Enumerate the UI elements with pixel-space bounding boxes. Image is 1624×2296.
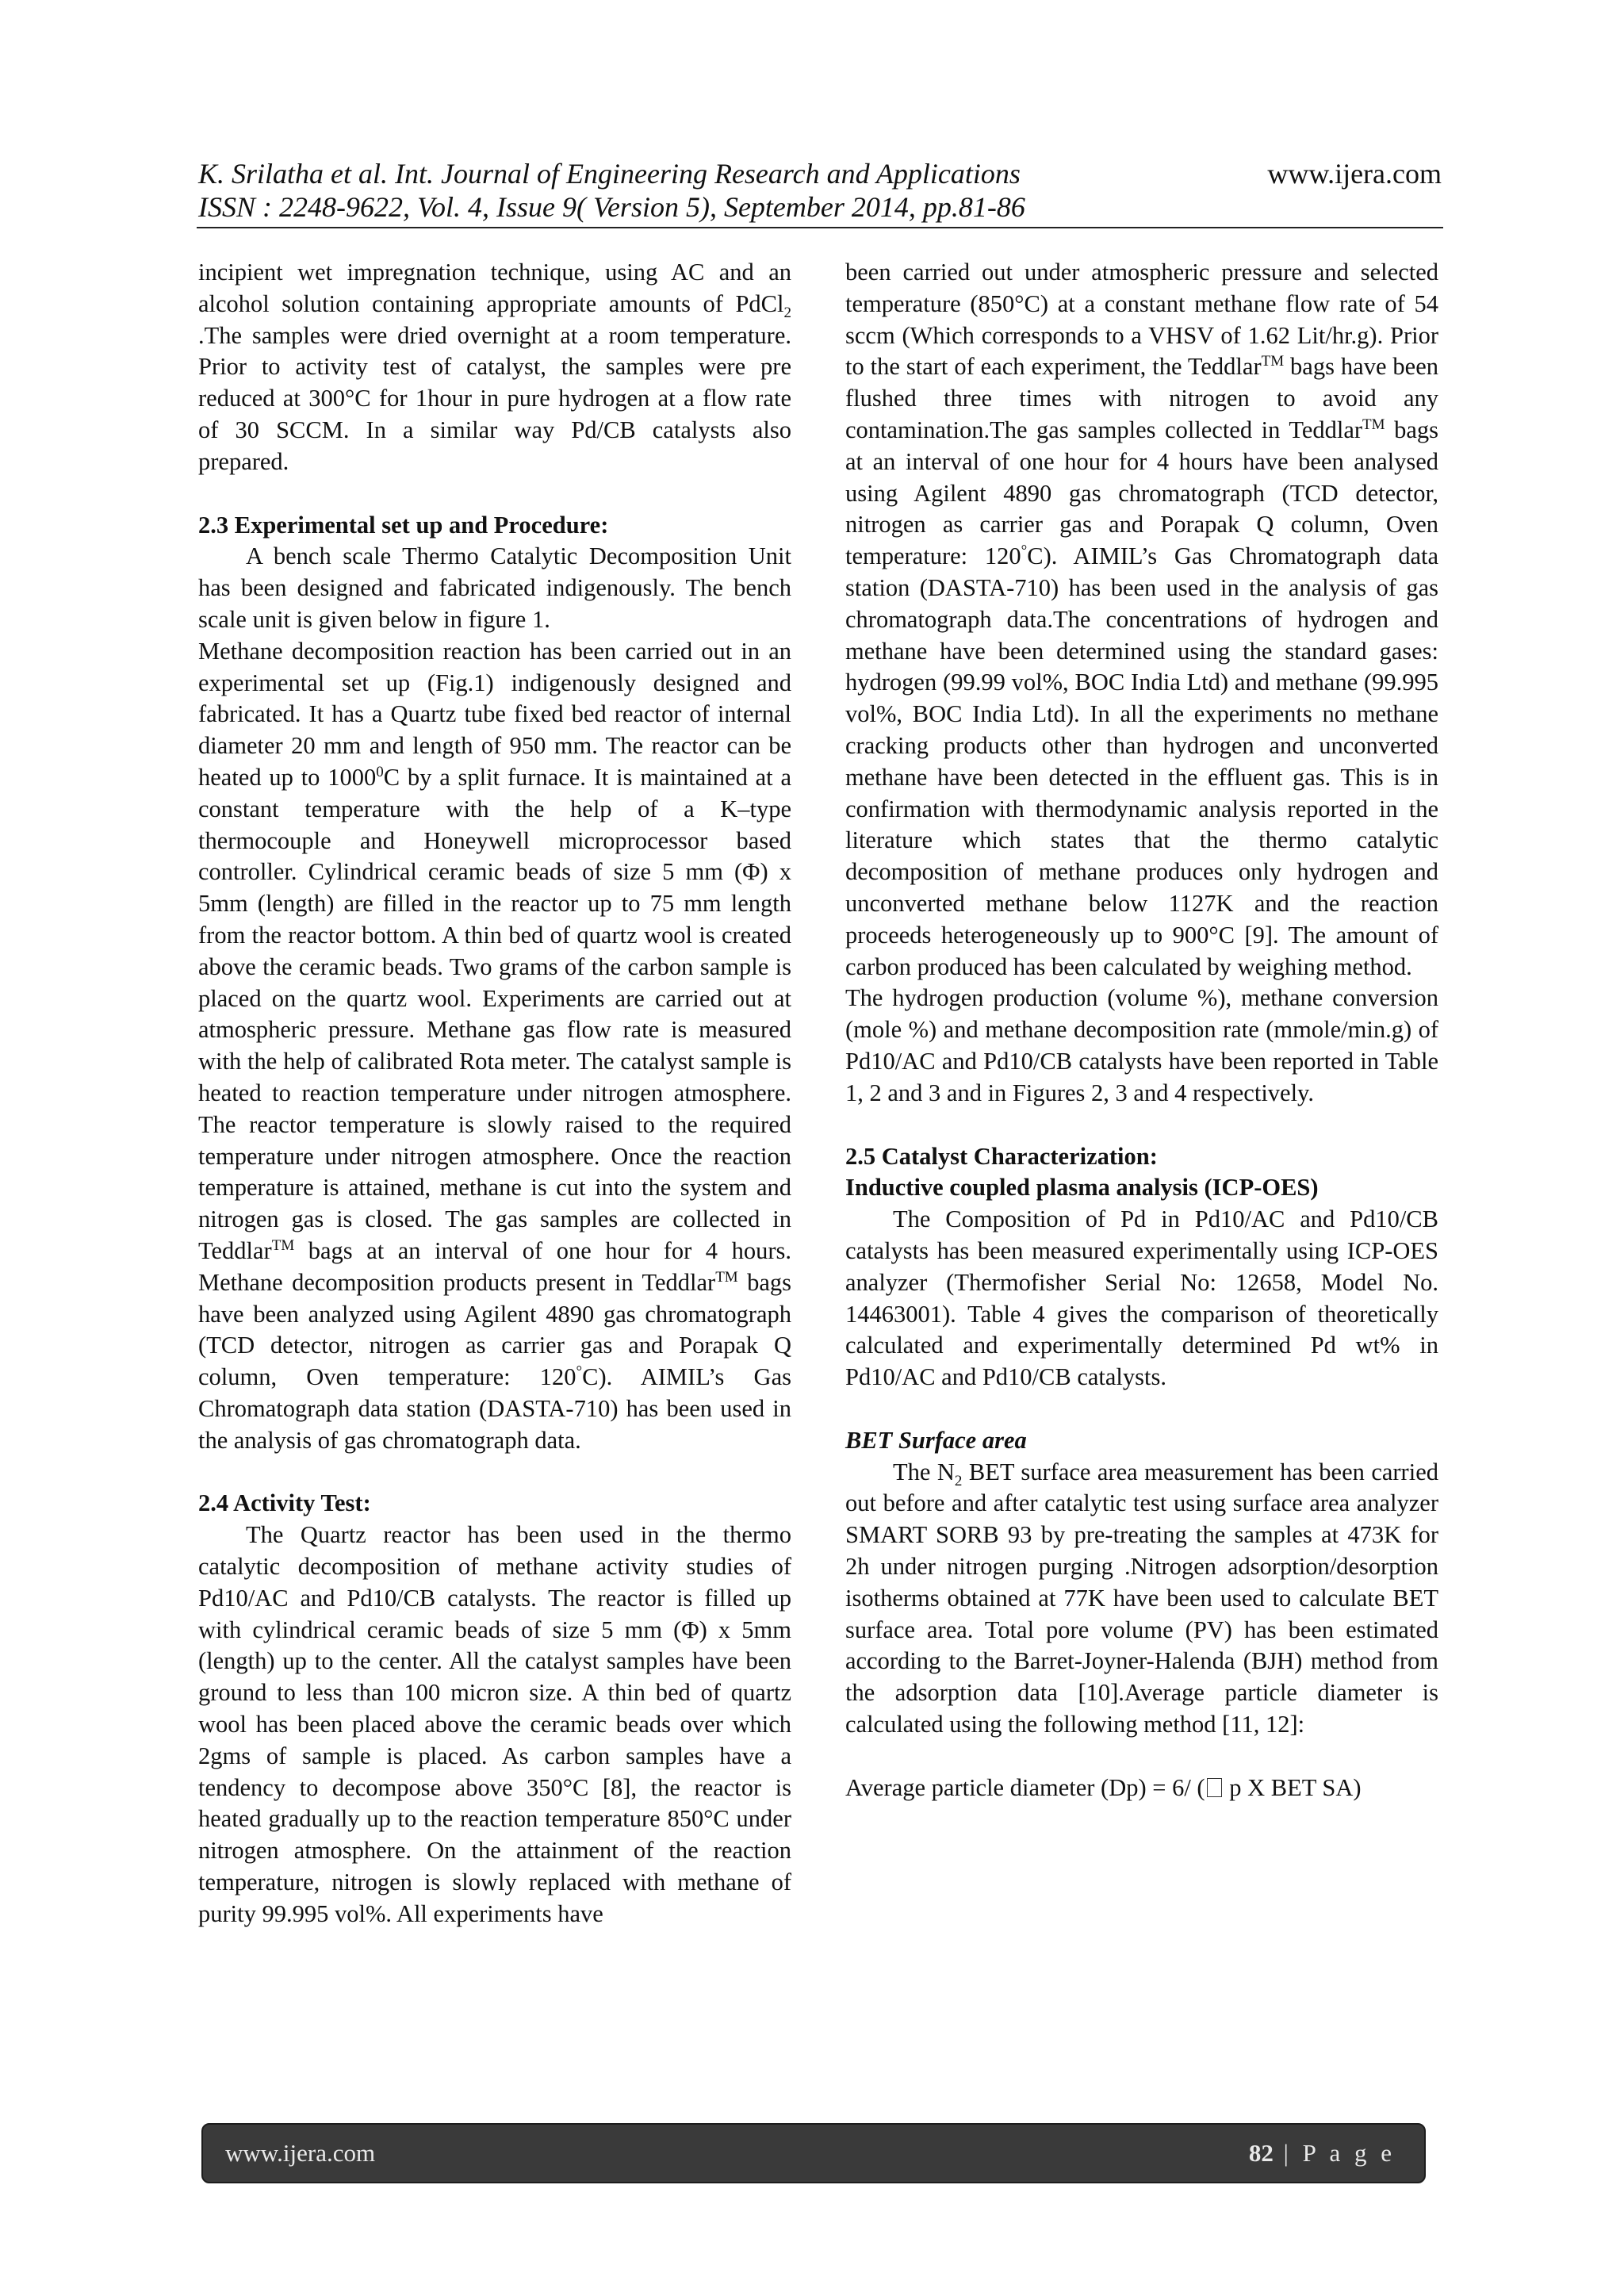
paragraph-activity-continued [845, 257, 1438, 983]
paragraph-setup-intro: A bench scale Thermo Catalytic Decomposition Unit has been designed and fabricated indigenously. The bench scale unit is given below in figure 1. [198, 542, 791, 633]
header-rule [197, 227, 1443, 228]
text-run: Average particle diameter (Dp) = 6/ ( [845, 1773, 1205, 1801]
text-run: The N [893, 1458, 955, 1485]
right-column [845, 257, 1438, 1804]
subsection-heading-icp-oes: Inductive coupled plasma analysis (ICP-OES) [845, 1174, 1319, 1202]
text-run: bags at an interval of one hour for 4 hours have been analysed using Agilent 4890 gas chromatograph (TCD detector, nitrogen as carrier gas and Porapak Q column, Oven temperature: 120 [845, 416, 1438, 570]
paragraph-setup-procedure [198, 636, 791, 1457]
text-run: been carried out under atmospheric pressure and selected temperature (850°C) at a constant methane flow rate of 54 sccm (Which corresponds to a VHSV of 1.62 Lit/hr.g). Prior to the start of each experiment, the Teddlar [845, 259, 1438, 381]
running-header-citation: K. Srilatha et al. Int. Journal of Engineering Research and Applications [198, 158, 1021, 190]
paragraph-results-reference: The hydrogen production (volume %), methane conversion (mole %) and methane decomposition rate (mmole/min.g) of Pd10/AC and Pd10/CB catalysts have been reported in Table 1, 2 and 3 and in Figures 2, 3 and 4 respectively. [845, 984, 1438, 1106]
subscript: 2 [954, 1472, 963, 1489]
text-run: BET surface area measurement has been carried out before and after catalytic test using surface area analyzer SMART SORB 93 by pre-treating the samples at 473K for 2h under nitrogen purging .Nitrogen adsorption/desorption isotherms obtained at 77K have been used to calculate BET surface area. Total pore volume (PV) has been estimated according to the Barret-Joyner-Halenda (BJH) method from the adsorption data [10].Average particle diameter is calculated using the following method [11, 12]: [845, 1458, 1438, 1738]
paragraph-icp-oes: The Composition of Pd in Pd10/AC and Pd10/CB catalysts has been measured experimentally using ICP-OES analyzer (Thermofisher Serial No: 12658, Model No. 14463001). Table 4 gives the comparison of theoretically calculated and experimentally determined Pd wt% in Pd10/AC and Pd10/CB catalysts. [845, 1205, 1438, 1391]
degree-superscript: ° [576, 1363, 583, 1380]
text-run: .The samples were dried overnight at a room temperature. Prior to activity test of catalyst, the samples were pre reduced at 300°C for 1hour in pure hydrogen at a flow rate of 30 SCCM. In a similar way Pd/CB catalysts also prepared. [198, 321, 791, 475]
trademark-superscript: TM [271, 1236, 295, 1254]
spacer [198, 1456, 791, 1488]
text-run: bags have been analyzed using Agilent 4890 gas chromatograph (TCD detector, nitrogen as carrier gas and Porapak Q column, Oven temperature: 120 [198, 1268, 791, 1391]
text-run: incipient wet impregnation technique, using AC and an alcohol solution containing appropriate amounts of PdCl [198, 259, 791, 317]
page-number: 82 [1248, 2139, 1274, 2167]
left-column [198, 257, 791, 1930]
text-run: C by a split furnace. It is maintained at a constant temperature with the help of a K–type thermocouple and Honeywell microprocessor based controller. Cylindrical ceramic beads of size 5 mm (Φ) x 5mm (length) are filled in the reactor up to 75 mm length from the reactor bottom. A thin bed of quartz wool is created above the ceramic beads. Two grams of the carbon sample is placed on the quartz wool. Experiments are carried out at atmospheric pressure. Methane gas flow rate is measured with the help of calibrated Rota meter. The catalyst sample is heated to reaction temperature under nitrogen atmosphere. The reactor temperature is slowly raised to the required temperature under nitrogen atmosphere. Once the reaction temperature is attained, methane is cut into the system and nitrogen gas is closed. The gas samples are collected in Teddlar [198, 763, 791, 1264]
paragraph-preparation [198, 257, 791, 478]
running-header-url: www.ijera.com [1267, 158, 1442, 190]
page-footer-bar [201, 2123, 1426, 2183]
page-label: | P a g e [1273, 2139, 1396, 2167]
missing-glyph-box-icon [1207, 1778, 1222, 1797]
text-run: p X BET SA) [1223, 1773, 1362, 1801]
subscript: 2 [783, 304, 791, 321]
spacer [845, 1110, 1438, 1141]
text-run: C). AIMIL’s Gas Chromatograph data station (DASTA-710) has been used in the analysis of gas chromatograph data. [198, 1363, 791, 1454]
section-heading-2-5: 2.5 Catalyst Characterization: [845, 1142, 1158, 1170]
footer-page-number [1249, 2137, 1396, 2169]
paragraph-activity-test: The Quartz reactor has been used in the thermo catalytic decomposition of methane activity studies of Pd10/AC and Pd10/CB catalysts. The reactor is filled up with cylindrical ceramic beads of size 5 mm (Φ) x 5mm (length) up to the center. All the catalyst samples have been ground to less than 100 micron size. A thin bed of quartz wool has been placed above the ceramic beads over which 2gms of sample is placed. As carbon samples have a tendency to decompose above 350°C [8], the reactor is heated gradually up to the reaction temperature 850°C under nitrogen atmosphere. On the attainment of the reaction temperature, nitrogen is slowly replaced with methane of purity 99.995 vol%. All experiments have [198, 1521, 791, 1927]
spacer [198, 478, 791, 510]
trademark-superscript: TM [715, 1268, 738, 1286]
degree-superscript: ° [1021, 542, 1028, 560]
text-run: Methane decomposition reaction has been carried out in an experimental set up (Fig.1) indigenously designed and fabricated. It has a Quartz tube fixed bed reactor of internal diameter 20 mm and length of 950 mm. The reactor can be heated up to 1000 [198, 637, 791, 791]
spacer [845, 1393, 1438, 1425]
trademark-superscript: TM [1362, 416, 1385, 433]
equation-particle-diameter [845, 1773, 1438, 1804]
running-header-issn: ISSN : 2248-9622, Vol. 4, Issue 9( Version 5), September 2014, pp.81-86 [198, 191, 1025, 223]
spacer [845, 1741, 1438, 1773]
subsection-heading-bet: BET Surface area [845, 1426, 1027, 1454]
section-heading-2-3: 2.3 Experimental set up and Procedure: [198, 511, 609, 539]
trademark-superscript: TM [1261, 353, 1285, 370]
text-run: C). AIMIL’s Gas Chromatograph data station (DASTA-710) has been used in the analysis of gas chromatograph data.The concentrations of hydrogen and methane have been determined using the standard gases: hydrogen (99.99 vol%, BOC India Ltd) and methane (99.995 vol%, BOC India Ltd). In all the experiments no methane cracking products other than hydrogen and unconverted methane have been detected in the effluent gas. This is in confirmation with thermodynamic analysis reported in the literature which states that the thermo catalytic decomposition of methane produces only hydrogen and unconverted methane below 1127K and the reaction proceeds heterogeneously up to 900°C [9]. The amount of carbon produced has been calculated by weighing method. [845, 542, 1438, 980]
footer-url: www.ijera.com [225, 2139, 376, 2167]
superscript: 0 [376, 763, 384, 780]
text-run: bags have been flushed three times with nitrogen to avoid any contamination.The gas samples collected in Teddlar [845, 353, 1438, 443]
text-run: bags at an interval of one hour for 4 hours. Methane decomposition products present in Teddlar [198, 1236, 791, 1296]
section-heading-2-4: 2.4 Activity Test: [198, 1489, 371, 1517]
paragraph-bet [845, 1457, 1438, 1741]
